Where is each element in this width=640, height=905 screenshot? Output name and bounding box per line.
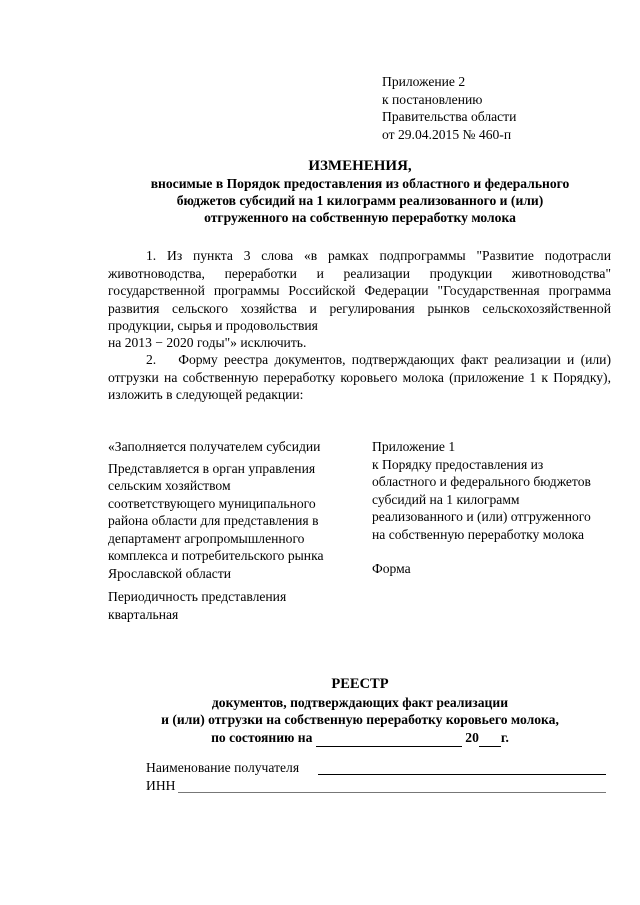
item-2-text: Форму реестра документов, подтверждающих факт реализации и (или) отгрузки на собственную переработку коровьего молока (приложение 1 к Порядку), изложить в следующей редакции: xyxy=(108,352,611,402)
item-2-number: 2. xyxy=(146,352,157,367)
appendix-1-text: к Порядку предоставления из областного и федерального бюджетов субсидий на 1 килограмм реализованного и (или) отгруженного на собственную переработку молока xyxy=(372,456,591,542)
reestr-line: и (или) отгрузки на собственную переработку коровьего молока, xyxy=(161,712,559,727)
title-line: вносимые в Порядок предоставления из областного и федерального xyxy=(150,176,570,191)
appendix-line: от 29.04.2015 № 460-п xyxy=(382,126,512,142)
title-line: отгруженного на собственную переработку молока xyxy=(204,210,516,225)
item-1 xyxy=(108,247,611,335)
recipient-field[interactable] xyxy=(318,774,606,775)
reestr-heading: РЕЕСТР xyxy=(331,676,389,692)
appendix-line: Приложение 2 xyxy=(382,74,466,89)
reestr-title xyxy=(100,676,620,747)
document-title xyxy=(100,158,620,226)
filled-by-note: «Заполняется получателем субсидии xyxy=(108,439,321,454)
inn-label: ИНН xyxy=(146,778,176,793)
item-1-last-line: на 2013 − 2020 годы"» исключить. xyxy=(108,335,307,350)
recipient-label: Наименование получателя xyxy=(146,760,300,775)
inn-row xyxy=(146,778,606,796)
recipient-row xyxy=(146,760,606,778)
submitted-to-note: Представляется в орган управления сельским хозяйством соответствующего муниципального района области для представления в департамент агропромышленного комплекса и потребительского рынка Ярославской области xyxy=(108,460,324,581)
item-2 xyxy=(108,351,611,404)
inn-field[interactable] xyxy=(178,792,606,793)
year-blank[interactable] xyxy=(479,729,501,748)
title-line: бюджетов субсидий на 1 килограмм реализованного и (или) xyxy=(176,193,544,208)
item-1-text: 1. Из пункта 3 слова «в рамках подпрограммы "Развитие подотрасли животноводства, переработки и реализации продукции животноводства" государственной программы Российской Федерации "Государственная программа развития сельского хозяйства и регулирования рынков сельскохозяйственной продукции, сырья и продовольствия xyxy=(108,248,611,333)
form-label: Форма xyxy=(372,561,411,576)
appendix-line: Правительства области xyxy=(382,109,517,124)
title-heading: ИЗМЕНЕНИЯ, xyxy=(308,158,412,174)
appendix-line: к постановлению xyxy=(382,91,483,107)
periodicity-note: Периодичность представления квартальная xyxy=(108,589,287,622)
reestr-date-line: по состоянию на 20 г. xyxy=(100,729,620,748)
form-left-block xyxy=(108,438,358,623)
appendix-header xyxy=(382,73,516,143)
reestr-line: документов, подтверждающих факт реализации xyxy=(211,694,509,710)
appendix-1-title: Приложение 1 xyxy=(372,439,456,454)
date-blank[interactable] xyxy=(316,729,462,748)
form-right-block xyxy=(372,438,612,578)
